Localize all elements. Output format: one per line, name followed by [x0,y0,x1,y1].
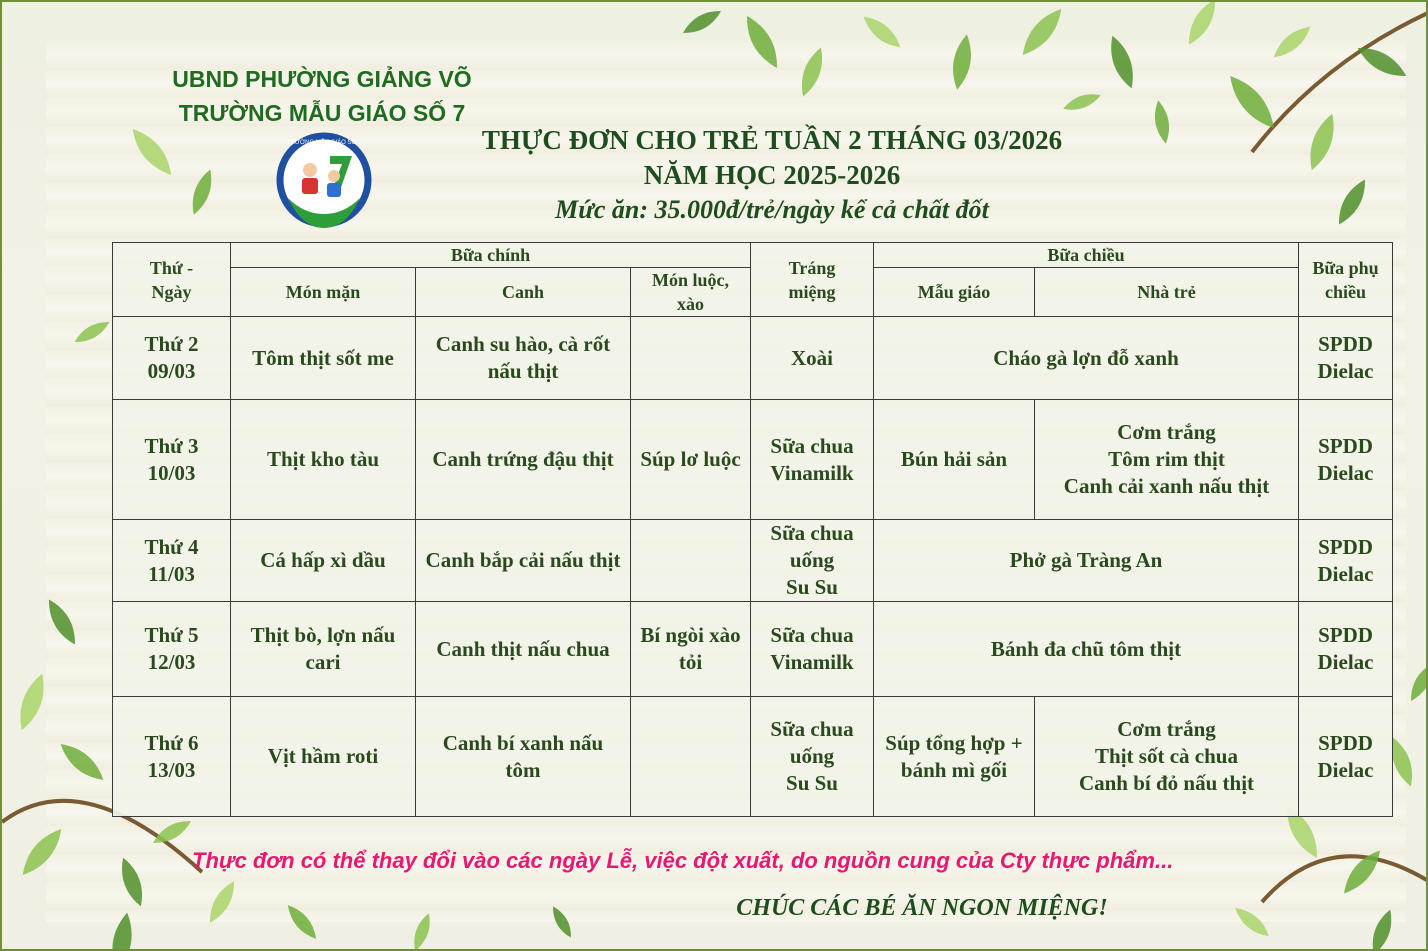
leaf-icon [42,596,82,649]
leaf-icon [796,45,828,99]
leaf-icon [13,671,50,734]
table-row [113,317,1393,400]
header-day: Thứ - Ngày [113,243,231,317]
leaf-icon [1105,33,1140,91]
boiled-cell [631,317,751,400]
leaf-icon [283,901,321,943]
savory-cell: Thịt kho tàu [231,400,416,520]
leaf-icon [72,317,113,347]
dessert-cell: Sữa chua uống Su Su [751,520,874,602]
leaf-icon [410,911,435,951]
leaf-icon [1269,21,1315,63]
table-row [113,602,1393,697]
branch-icon [1252,12,1428,152]
leaf-icon [1405,660,1428,705]
leaf-icon [859,11,905,53]
soup-cell: Canh su hào, cà rốt nấu thịt [416,317,631,400]
dessert-cell: Xoài [751,317,874,400]
leaf-icon [16,823,68,881]
leaf-icon [1354,41,1411,84]
table-row [113,697,1393,817]
snack-cell: SPDD Dielac [1299,697,1393,817]
leaf-icon [1061,90,1103,115]
leaf-icon [949,33,975,91]
header-boiled: Món luộc, xào [631,268,751,317]
header-snack: Bữa phụ chiều [1299,243,1393,317]
header-soup: Canh [416,268,631,317]
kindergarten-cell: Bún hải sản [874,400,1035,520]
weekly-menu-table [112,242,1393,817]
closing-wish: CHÚC CÁC BÉ ĂN NGON MIỆNG! [736,895,1108,921]
org-line-2: TRƯỜNG MẪU GIÁO SỐ 7 [178,100,466,126]
leaf-icon [1367,907,1397,951]
afternoon-cell: Cháo gà lợn đỗ xanh [874,317,1299,400]
leaf-icon [1332,176,1372,229]
leaf-icon [126,123,178,181]
leaf-icon [108,911,136,951]
snack-cell: SPDD Dielac [1299,520,1393,602]
table-row [113,520,1393,602]
leaf-icon [55,738,109,787]
soup-cell: Canh thịt nấu chua [416,602,631,697]
header-main-meal: Bữa chính [231,243,751,268]
leaf-icon [204,878,240,927]
dessert-cell: Sữa chua Vinamilk [751,602,874,697]
logo-ring-text: TRƯỜNG MẪU GIÁO SỐ 7 [286,140,362,146]
leaf-icon [1338,845,1387,899]
leaf-icon [187,167,217,217]
day-cell: Thứ 4 11/03 [113,520,231,602]
leaf-icon [116,855,148,909]
afternoon-cell: Phở gà Tràng An [874,520,1299,602]
header-afternoon: Bữa chiều [874,243,1299,268]
school-year: NĂM HỌC 2025-2026 [643,160,901,190]
soup-cell: Canh trứng đậu thịt [416,400,631,520]
menu-change-note: Thực đơn có thể thay đổi vào các ngày Lễ, việc đột xuất, do nguồn cung của Cty thực phẩm... [192,848,1174,873]
soup-cell: Canh bí xanh nấu tôm [416,697,631,817]
leaf-icon [1016,3,1068,61]
boiled-cell: Súp lơ luộc [631,400,751,520]
savory-cell: Thịt bò, lợn nấu cari [231,602,416,697]
savory-cell: Cá hấp xì dầu [231,520,416,602]
header-kindergarten: Mẫu giáo [874,268,1035,317]
leaf-icon [150,815,195,848]
dessert-cell: Sữa chua Vinamilk [751,400,874,520]
snack-cell: SPDD Dielac [1299,400,1393,520]
day-cell: Thứ 2 09/03 [113,317,231,400]
header-dessert: Tráng miệng [751,243,874,317]
dessert-cell: Sữa chua uống Su Su [751,697,874,817]
boiled-cell [631,697,751,817]
day-cell: Thứ 5 12/03 [113,602,231,697]
afternoon-cell: Bánh đa chũ tôm thịt [874,602,1299,697]
snack-cell: SPDD Dielac [1299,317,1393,400]
day-cell: Thứ 3 10/03 [113,400,231,520]
boiled-cell [631,520,751,602]
header-nursery: Nhà trẻ [1035,268,1299,317]
header-savory: Món mặn [231,268,416,317]
meal-price: Mức ăn: 35.000đ/trẻ/ngày kể cả chất đốt [555,195,989,224]
soup-cell: Canh bắp cải nấu thịt [416,520,631,602]
leaf-icon [1303,111,1340,174]
org-line-1: UBND PHƯỜNG GIẢNG VÕ [172,66,472,92]
school-logo-icon [272,132,376,232]
savory-cell: Vịt hầm roti [231,697,416,817]
table-row [113,400,1393,520]
nursery-cell: Cơm trắng Tôm rim thịt Canh cải xanh nấu thịt [1035,400,1299,520]
savory-cell: Tôm thịt sốt me [231,317,416,400]
day-cell: Thứ 6 13/03 [113,697,231,817]
leaf-icon [1222,69,1281,134]
kindergarten-cell: Súp tổng hợp + bánh mì gối [874,697,1035,817]
snack-cell: SPDD Dielac [1299,602,1393,697]
leaf-icon [1182,2,1222,48]
nursery-cell: Cơm trắng Thịt sốt cà chua Canh bí đỏ nấu thịt [1035,697,1299,817]
boiled-cell: Bí ngòi xào tỏi [631,602,751,697]
leaf-icon [680,5,725,38]
leaf-icon [1231,903,1273,941]
leaf-icon [548,904,575,941]
menu-title: THỰC ĐƠN CHO TRẺ TUẦN 2 THÁNG 03/2026 [481,125,1063,155]
leaf-icon [739,12,785,73]
